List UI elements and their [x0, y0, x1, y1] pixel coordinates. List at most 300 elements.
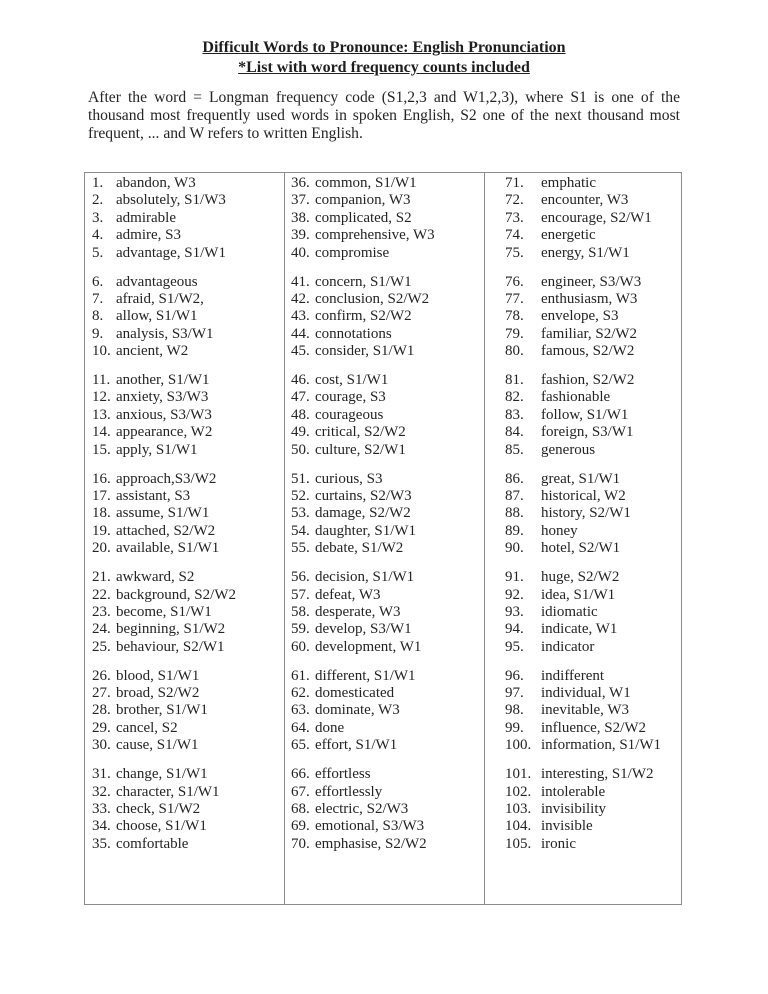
word-group	[92, 175, 284, 262]
list-item	[92, 766, 284, 783]
item-text: analysis, S3/W1	[116, 325, 214, 342]
item-text: different, S1/W1	[315, 667, 416, 684]
item-number: 51.	[291, 470, 310, 487]
item-number: 68.	[291, 801, 310, 817]
item-text: cancel, S2	[116, 719, 178, 736]
item-text: influence, S2/W2	[541, 719, 646, 736]
list-item	[291, 274, 484, 291]
item-text: energetic	[541, 227, 596, 244]
item-number: 20.	[92, 540, 111, 557]
item-text: concern, S1/W1	[315, 273, 412, 290]
item-text: electric, S2/W3	[315, 801, 409, 817]
item-text: debate, S1/W2	[315, 540, 404, 557]
item-text: interesting, S1/W2	[541, 766, 654, 783]
item-text: advantage, S1/W1	[116, 244, 226, 261]
list-item	[291, 587, 484, 604]
item-number: 102.	[505, 783, 532, 800]
item-number: 92.	[505, 586, 524, 603]
list-item	[505, 737, 681, 754]
item-number: 69.	[291, 818, 310, 835]
item-text: culture, S2/W1	[315, 441, 406, 458]
list-item	[291, 766, 484, 783]
list-item	[505, 523, 681, 540]
list-item	[505, 192, 681, 209]
list-item	[92, 668, 284, 685]
item-text: encourage, S2/W1	[541, 209, 652, 226]
word-group	[505, 274, 681, 361]
list-item	[291, 621, 484, 638]
item-text: another, S1/W1	[116, 372, 210, 389]
list-item	[92, 424, 284, 441]
list-item	[505, 801, 681, 818]
list-item	[92, 587, 284, 604]
list-item	[505, 326, 681, 343]
item-text: development, W1	[315, 638, 422, 655]
page-subtitle: *List with word frequency counts included	[238, 59, 530, 76]
list-item	[505, 668, 681, 685]
item-number: 105.	[505, 835, 532, 852]
list-item	[92, 291, 284, 308]
item-number: 41.	[291, 273, 310, 290]
item-text: great, S1/W1	[541, 470, 621, 487]
item-text: critical, S2/W2	[315, 424, 406, 441]
list-item	[92, 192, 284, 209]
list-item	[291, 210, 484, 227]
item-text: famous, S2/W2	[541, 343, 635, 360]
item-number: 37.	[291, 192, 310, 209]
list-item	[92, 442, 284, 459]
title-block	[0, 38, 768, 78]
list-item	[505, 720, 681, 737]
list-item	[291, 569, 484, 586]
item-text: curious, S3	[315, 470, 383, 487]
item-number: 96.	[505, 667, 524, 684]
word-group	[291, 372, 484, 459]
list-item	[92, 685, 284, 702]
item-text: comfortable	[116, 835, 189, 852]
item-number: 33.	[92, 801, 111, 817]
item-number: 79.	[505, 325, 524, 342]
item-text: background, S2/W2	[116, 586, 236, 603]
page-title: Difficult Words to Pronounce: English Pronunciation	[202, 39, 566, 56]
list-item	[291, 505, 484, 522]
item-number: 83.	[505, 406, 524, 423]
word-group	[505, 471, 681, 558]
list-item	[505, 227, 681, 244]
item-number: 85.	[505, 441, 524, 458]
item-text: complicated, S2	[315, 209, 412, 226]
list-item	[92, 801, 284, 818]
word-column-1	[85, 173, 285, 904]
word-group	[291, 569, 484, 656]
item-text: inevitable, W3	[541, 702, 630, 719]
item-number: 77.	[505, 290, 524, 307]
list-item	[92, 389, 284, 406]
item-text: idea, S1/W1	[541, 586, 616, 603]
item-number: 63.	[291, 702, 310, 719]
list-item	[505, 569, 681, 586]
item-number: 90.	[505, 540, 524, 557]
item-number: 91.	[505, 569, 524, 586]
list-item	[92, 326, 284, 343]
item-text: encounter, W3	[541, 192, 629, 209]
item-text: hotel, S2/W1	[541, 540, 621, 557]
item-number: 53.	[291, 505, 310, 522]
list-item	[505, 505, 681, 522]
list-item	[291, 737, 484, 754]
item-text: indicate, W1	[541, 621, 618, 638]
list-item	[291, 668, 484, 685]
item-number: 46.	[291, 372, 310, 389]
item-number: 97.	[505, 685, 524, 702]
item-text: history, S2/W1	[541, 505, 631, 522]
list-item	[92, 737, 284, 754]
item-number: 57.	[291, 586, 310, 603]
item-text: approach,S3/W2	[116, 470, 217, 487]
item-text: emphasise, S2/W2	[315, 835, 427, 852]
item-text: idiomatic	[541, 603, 598, 620]
item-number: 59.	[291, 621, 310, 638]
list-item	[291, 604, 484, 621]
item-number: 22.	[92, 586, 111, 603]
item-text: choose, S1/W1	[116, 818, 207, 835]
word-group	[291, 175, 484, 262]
list-item	[291, 801, 484, 818]
item-number: 103.	[505, 801, 532, 817]
item-number: 9.	[92, 325, 104, 342]
list-item	[291, 471, 484, 488]
item-text: cost, S1/W1	[315, 372, 389, 389]
item-text: invisible	[541, 818, 593, 835]
list-item	[92, 245, 284, 262]
item-number: 13.	[92, 406, 111, 423]
word-group	[92, 766, 284, 853]
item-text: intolerable	[541, 783, 606, 800]
word-group	[505, 175, 681, 262]
item-number: 7.	[92, 290, 104, 307]
item-number: 27.	[92, 685, 111, 702]
item-number: 4.	[92, 227, 104, 244]
item-number: 93.	[505, 603, 524, 620]
item-text: brother, S1/W1	[116, 702, 208, 719]
list-item	[505, 308, 681, 325]
item-number: 64.	[291, 719, 310, 736]
list-item	[291, 685, 484, 702]
list-item	[291, 818, 484, 835]
list-item	[505, 407, 681, 424]
item-text: allow, S1/W1	[116, 308, 198, 325]
item-number: 19.	[92, 522, 111, 539]
list-item	[505, 604, 681, 621]
item-number: 2.	[92, 192, 104, 209]
list-item	[92, 720, 284, 737]
item-text: character, S1/W1	[116, 783, 220, 800]
item-number: 99.	[505, 719, 524, 736]
item-number: 1.	[92, 175, 104, 191]
item-number: 58.	[291, 603, 310, 620]
list-item	[92, 702, 284, 719]
list-item	[92, 308, 284, 325]
item-text: energy, S1/W1	[541, 244, 630, 261]
item-text: assume, S1/W1	[116, 505, 210, 522]
item-text: appearance, W2	[116, 424, 213, 441]
word-frequency-table	[84, 172, 682, 905]
list-item	[505, 784, 681, 801]
item-text: cause, S1/W1	[116, 737, 199, 754]
list-item	[291, 291, 484, 308]
item-text: emphatic	[541, 175, 596, 191]
item-number: 18.	[92, 505, 111, 522]
list-item	[92, 210, 284, 227]
item-text: abandon, W3	[116, 175, 196, 191]
list-item	[291, 343, 484, 360]
item-text: curtains, S2/W3	[315, 488, 412, 504]
list-item	[505, 702, 681, 719]
item-text: connotations	[315, 325, 392, 342]
intro-paragraph: After the word = Longman frequency code (S1,2,3 and W1,2,3), where S1 is one of the thousand most frequently used words in spoken English, S2 one of the next thousand most frequent, ... and W refers to written English.	[88, 89, 680, 142]
list-item	[505, 389, 681, 406]
item-number: 31.	[92, 766, 111, 783]
item-number: 39.	[291, 227, 310, 244]
item-number: 49.	[291, 424, 310, 441]
item-text: companion, W3	[315, 192, 411, 209]
item-text: honey	[541, 522, 578, 539]
item-text: engineer, S3/W3	[541, 273, 642, 290]
item-number: 80.	[505, 343, 524, 360]
word-group	[505, 668, 681, 755]
list-item	[505, 836, 681, 853]
item-number: 8.	[92, 308, 104, 325]
item-number: 11.	[92, 372, 111, 389]
item-text: common, S1/W1	[315, 175, 417, 191]
word-group	[291, 471, 484, 558]
list-item	[505, 372, 681, 389]
word-group	[505, 372, 681, 459]
list-item	[92, 540, 284, 557]
list-item	[92, 523, 284, 540]
list-item	[505, 587, 681, 604]
list-item	[92, 836, 284, 853]
item-number: 67.	[291, 783, 310, 800]
item-text: done	[315, 719, 345, 736]
item-text: compromise	[315, 244, 390, 261]
item-text: apply, S1/W1	[116, 441, 198, 458]
item-text: awkward, S2	[116, 569, 195, 586]
item-number: 14.	[92, 424, 111, 441]
item-number: 54.	[291, 522, 310, 539]
item-number: 62.	[291, 685, 310, 702]
item-text: check, S1/W2	[116, 801, 201, 817]
word-column-2	[285, 173, 485, 904]
list-item	[92, 505, 284, 522]
item-number: 35.	[92, 835, 111, 852]
item-number: 100.	[505, 737, 532, 754]
item-number: 30.	[92, 737, 111, 754]
list-item	[92, 604, 284, 621]
item-number: 16.	[92, 470, 111, 487]
item-text: indifferent	[541, 667, 605, 684]
item-text: comprehensive, W3	[315, 227, 435, 244]
item-number: 101.	[505, 766, 532, 783]
item-number: 87.	[505, 488, 524, 504]
item-text: fashion, S2/W2	[541, 372, 635, 389]
item-text: familiar, S2/W2	[541, 325, 638, 342]
item-number: 75.	[505, 244, 524, 261]
item-text: daughter, S1/W1	[315, 522, 417, 539]
list-item	[505, 685, 681, 702]
item-number: 32.	[92, 783, 111, 800]
list-item	[291, 784, 484, 801]
item-text: fashionable	[541, 389, 611, 406]
list-item	[505, 343, 681, 360]
item-text: become, S1/W1	[116, 603, 212, 620]
list-item	[291, 488, 484, 505]
item-text: invisibility	[541, 801, 607, 817]
item-text: admire, S3	[116, 227, 181, 244]
item-number: 28.	[92, 702, 111, 719]
item-text: effortless	[315, 766, 371, 783]
item-text: effort, S1/W1	[315, 737, 398, 754]
list-item	[291, 836, 484, 853]
item-number: 5.	[92, 244, 104, 261]
item-number: 45.	[291, 343, 310, 360]
item-text: emotional, S3/W3	[315, 818, 425, 835]
list-item	[92, 407, 284, 424]
item-text: ancient, W2	[116, 343, 189, 360]
word-group	[291, 274, 484, 361]
item-text: envelope, S3	[541, 308, 619, 325]
item-number: 48.	[291, 406, 310, 423]
list-item	[505, 245, 681, 262]
item-text: broad, S2/W2	[116, 685, 200, 702]
item-text: afraid, S1/W2,	[116, 290, 204, 307]
item-text: courage, S3	[315, 389, 386, 406]
list-item	[92, 784, 284, 801]
list-item	[92, 818, 284, 835]
item-number: 89.	[505, 522, 524, 539]
list-item	[92, 175, 284, 192]
list-item	[291, 540, 484, 557]
list-item	[291, 308, 484, 325]
item-number: 72.	[505, 192, 524, 209]
item-text: anxiety, S3/W3	[116, 389, 209, 406]
item-text: assistant, S3	[116, 488, 191, 504]
word-group	[505, 766, 681, 853]
list-item	[505, 471, 681, 488]
item-text: foreign, S3/W1	[541, 424, 634, 441]
item-text: desperate, W3	[315, 603, 401, 620]
item-text: absolutely, S1/W3	[116, 192, 226, 209]
item-number: 82.	[505, 389, 524, 406]
word-group	[92, 372, 284, 459]
list-item	[505, 274, 681, 291]
item-text: effortlessly	[315, 783, 383, 800]
item-text: indicator	[541, 638, 595, 655]
item-number: 29.	[92, 719, 111, 736]
item-text: defeat, W3	[315, 586, 381, 603]
item-text: damage, S2/W2	[315, 505, 411, 522]
item-text: available, S1/W1	[116, 540, 220, 557]
list-item	[505, 210, 681, 227]
item-text: courageous	[315, 406, 384, 423]
item-number: 36.	[291, 175, 310, 191]
item-text: generous	[541, 441, 596, 458]
item-number: 21.	[92, 569, 111, 586]
item-text: attached, S2/W2	[116, 522, 216, 539]
list-item	[505, 621, 681, 638]
item-number: 98.	[505, 702, 524, 719]
list-item	[291, 227, 484, 244]
item-number: 94.	[505, 621, 524, 638]
item-text: advantageous	[116, 273, 198, 290]
item-number: 17.	[92, 488, 111, 504]
list-item	[92, 227, 284, 244]
item-text: information, S1/W1	[541, 737, 661, 754]
list-item	[291, 407, 484, 424]
item-number: 86.	[505, 470, 524, 487]
item-text: consider, S1/W1	[315, 343, 415, 360]
list-item	[505, 291, 681, 308]
list-item	[92, 639, 284, 656]
list-item	[291, 326, 484, 343]
list-item	[291, 389, 484, 406]
list-item	[505, 818, 681, 835]
list-item	[92, 488, 284, 505]
item-number: 81.	[505, 372, 524, 389]
word-group	[291, 668, 484, 755]
item-text: develop, S3/W1	[315, 621, 412, 638]
list-item	[291, 175, 484, 192]
item-number: 15.	[92, 441, 111, 458]
item-number: 50.	[291, 441, 310, 458]
item-number: 66.	[291, 766, 310, 783]
list-item	[291, 245, 484, 262]
item-text: ironic	[541, 835, 576, 852]
item-text: follow, S1/W1	[541, 406, 629, 423]
list-item	[291, 372, 484, 389]
item-text: admirable	[116, 209, 176, 226]
item-text: beginning, S1/W2	[116, 621, 226, 638]
list-item	[505, 639, 681, 656]
item-number: 38.	[291, 209, 310, 226]
item-number: 52.	[291, 488, 310, 504]
item-number: 88.	[505, 505, 524, 522]
item-number: 42.	[291, 290, 310, 307]
item-number: 10.	[92, 343, 111, 360]
item-text: conclusion, S2/W2	[315, 290, 430, 307]
item-text: change, S1/W1	[116, 766, 208, 783]
item-text: historical, W2	[541, 488, 626, 504]
list-item	[505, 488, 681, 505]
item-number: 40.	[291, 244, 310, 261]
list-item	[291, 192, 484, 209]
list-item	[505, 175, 681, 192]
item-number: 44.	[291, 325, 310, 342]
item-number: 25.	[92, 638, 111, 655]
item-number: 55.	[291, 540, 310, 557]
item-text: behaviour, S2/W1	[116, 638, 225, 655]
item-number: 61.	[291, 667, 310, 684]
item-text: decision, S1/W1	[315, 569, 415, 586]
item-number: 70.	[291, 835, 310, 852]
item-number: 3.	[92, 209, 104, 226]
word-group	[92, 471, 284, 558]
item-number: 43.	[291, 308, 310, 325]
list-item	[92, 471, 284, 488]
item-number: 65.	[291, 737, 310, 754]
item-number: 24.	[92, 621, 111, 638]
list-item	[291, 523, 484, 540]
